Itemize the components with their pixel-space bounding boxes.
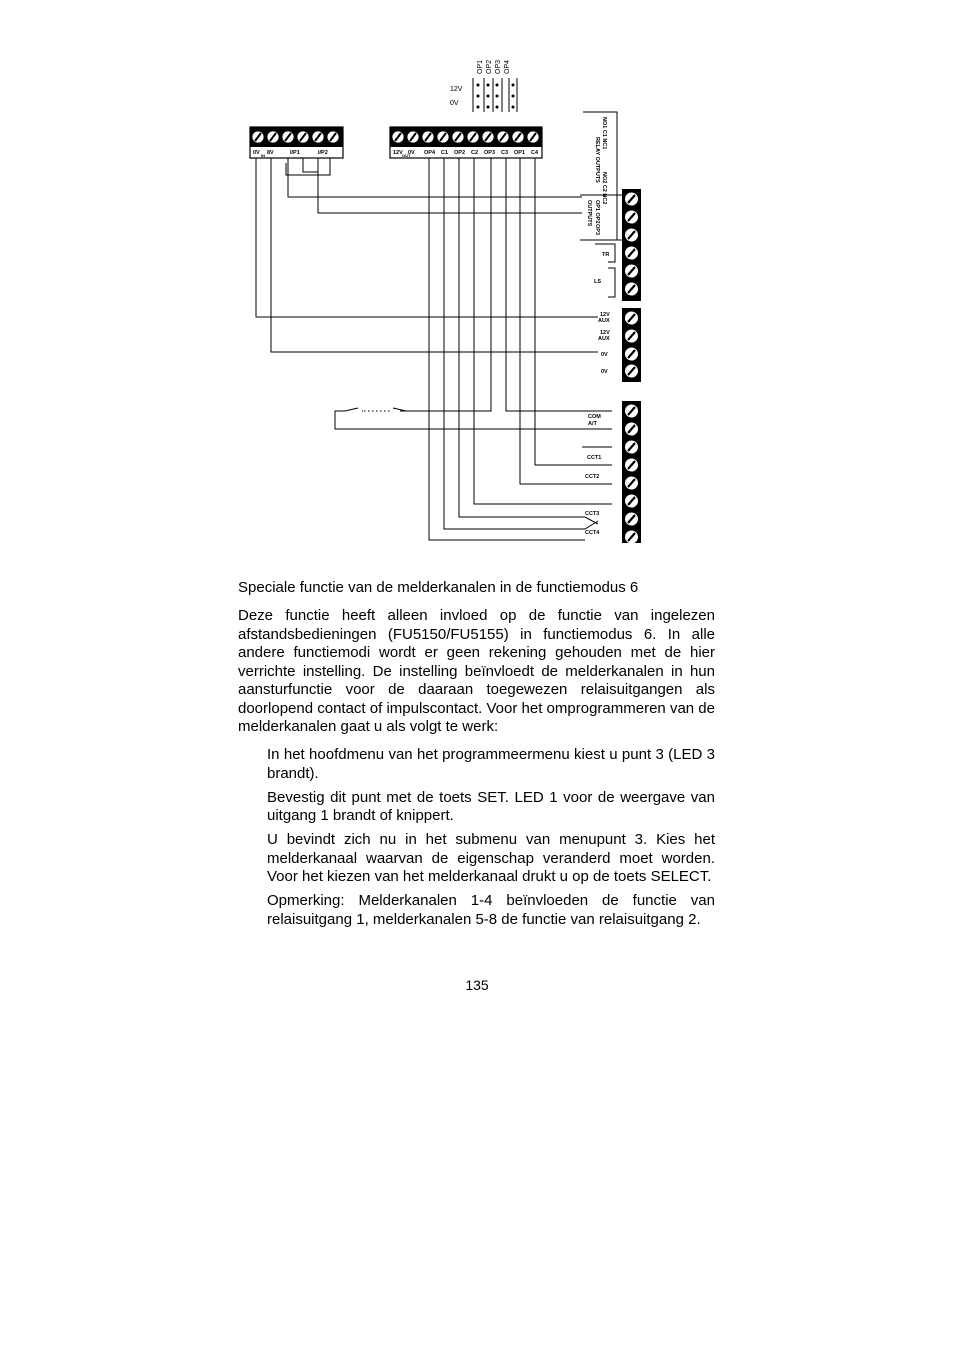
label-0v-2: 0V [601,369,608,375]
section-heading: Speciale functie van de melderkanalen in de functiemodus 6 [238,579,639,596]
mid-term-0v: 0V [408,150,415,156]
left-term-in: IN [261,153,265,158]
wiring-diagram [0,0,954,560]
wires [256,158,615,540]
jumper-label-op1: OP1 [477,59,484,74]
mid-term-c4: C4 [531,150,539,156]
page-number: 135 [465,977,489,993]
label-aux-1: AUX [598,318,610,324]
label-cct2: CCT2 [585,474,600,480]
jumper-row-12v: 12V [450,86,463,93]
outputs-label-title: OUTPUTS [586,200,592,227]
relay-label-no1: NO1 C1 NC1 [601,117,607,150]
outputs-label-op3: OP3 [594,224,600,236]
right-terminal-block-2 [622,308,641,382]
label-ls: LS [594,279,602,285]
mid-term-c2: C2 [471,150,479,156]
relay-label-title: RELAY OUTPUTS [594,137,600,183]
mid-term-c1: C1 [441,150,449,156]
steps-list [267,746,715,935]
step-2: Bevestig dit punt met de toets SET. LED 1 voor de weergave van uitgang 1 brandt of knippert. [267,788,715,824]
label-cct3: CCT3 [585,511,600,517]
jumper-label-op2: OP2 [486,59,493,74]
outputs-label [586,200,600,235]
label-aux-2: AUX [598,336,610,342]
mid-term-op1: OP1 [514,150,526,156]
label-12v-aux-2: 12V [600,330,610,336]
left-term-ip1: I/P1 [290,150,300,156]
mid-term-op4: OP4 [424,150,436,156]
right-terminal-labels [585,252,610,536]
mid-term-op3: OP3 [484,150,496,156]
mid-term-c3: C3 [501,150,509,156]
label-cct4: CCT4 [585,530,600,536]
step-1: In het hoofdmenu van het programmeermenu kiest u punt 3 (LED 3 brandt). [267,746,715,782]
jumper-block [450,60,517,112]
left-term-8v: 8V [267,150,274,156]
outputs-label-op12: OP1 OP2 [594,200,600,224]
relay-label-no2: NO2 C2 NC2 [601,172,607,205]
step-3: U bevindt zich nu in het submenu van menupunt 3. Kies het melderkanaal waarvan de eigenschap veranderd moet worden. Voor het kiezen van het melderkanaal drukt u op de toets SELECT. [267,831,715,885]
label-12v-aux-1: 12V [600,312,610,318]
relay-outputs-label [594,117,607,204]
intro-paragraph: Deze functie heeft alleen invloed op de functie van ingelezen afstandsbedieningen (FU5150/FU5155) in functiemodus 6. In alle andere functiemodi wordt er geen rekening gehouden met de hier verrichte instelling. De instelling beïnvloedt de melderkanalen in hun aansturfunctie voor de daaraan toegewezen relaisuitgangen als doorlopend contact of impulscontact. Voor het omprogrammeren van de melderkanalen gaat u als volgt te werk: [238,607,715,735]
jumper-label-op4: OP4 [504,59,511,74]
jumper-label-op3: OP3 [495,59,502,74]
mid-term-op2: OP2 [454,150,466,156]
middle-terminal-block [390,127,542,158]
step-4: Opmerking: Melderkanalen 1-4 beïnvloeden de functie van relaisuitgang 1, melderkanalen 5-8 de functie van relaisuitgang 2. [267,892,715,928]
right-terminal-block-1 [622,189,641,301]
left-terminal-block [250,127,343,158]
jumper-row-0v: 0V [450,100,459,107]
label-cct1: CCT1 [587,455,602,461]
left-term-ip2: I/P2 [318,150,328,156]
left-term-0v: 0V [253,150,260,156]
switch-contacts [345,408,420,411]
label-at: A/T [588,421,597,427]
label-0v-1: 0V [601,352,608,358]
label-tr: TR [602,252,610,258]
mid-term-12v: 12V [393,150,403,156]
right-terminal-block-3 [622,401,641,544]
mid-term-out: OUT [402,153,411,158]
label-com: COM [588,414,601,420]
